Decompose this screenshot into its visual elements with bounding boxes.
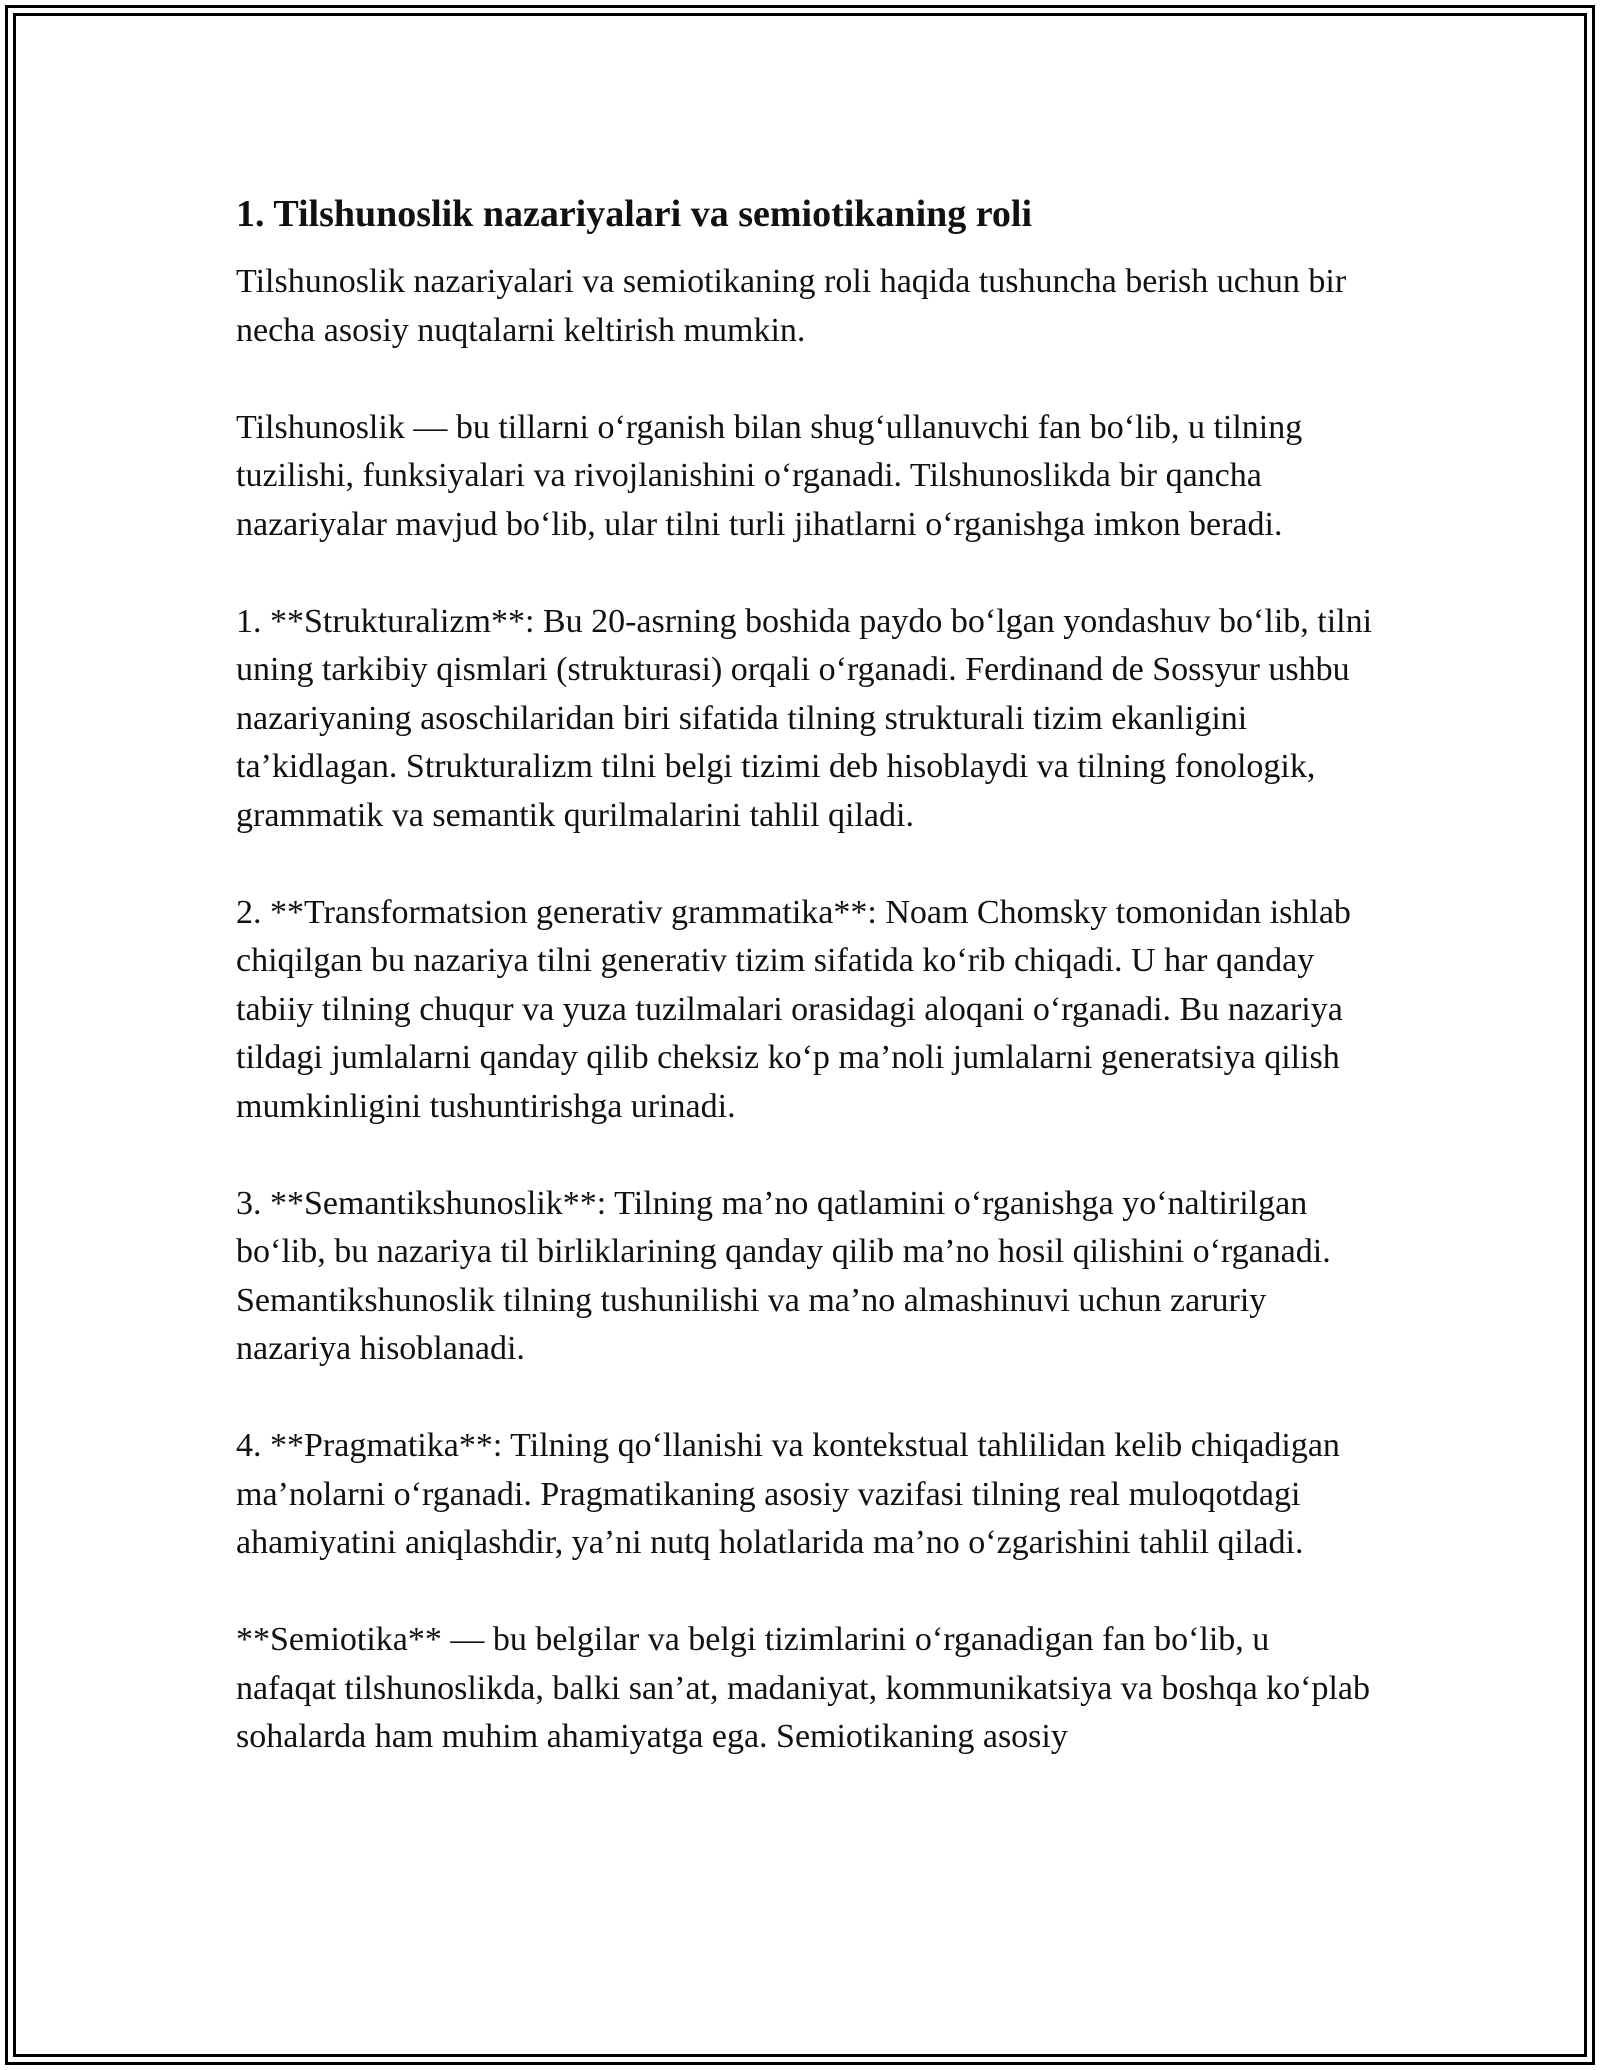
semiotics-paragraph: **Semiotika** — bu belgilar va belgi tizimlarini o‘rganadigan fan bo‘lib, u nafaqat tilshunoslikda, balki san’at, madaniyat, kommunikatsiya va boshqa ko‘plab sohalarda ham muhim ahamiyatga ega. Semiotikaning asosiy	[236, 1621, 1371, 1755]
document-body	[236, 188, 1376, 1762]
intro-paragraph: Tilshunoslik nazariyalari va semiotikaning roli haqida tushuncha berish uchun bir necha asosiy nuqtalarni keltirish mumkin.	[236, 263, 1347, 349]
semantics-paragraph: 3. **Semantikshunoslik**: Tilning ma’no qatlamini o‘rganishga yo‘naltirilgan bo‘lib, bu nazariya til birliklarining qanday qilib ma’no hosil qilishini o‘rganadi. Semantikshunoslik tilning tushunilishi va ma’no almashinuvi uchun zaruriy nazariya hisoblanadi.	[236, 1184, 1331, 1367]
pragmatics-paragraph: 4. **Pragmatika**: Tilning qo‘llanishi va kontekstual tahlilidan kelib chiqadigan ma’nolarni o‘rganadi. Pragmatikaning asosiy vazifasi tilning real muloqotdagi ahamiyatini aniqlashdir, ya’ni nutq holatlarida ma’no o‘zgarishini tahlil qiladi.	[236, 1427, 1340, 1561]
document-title: 1. Tilshunoslik nazariyalari va semiotikaning roli	[236, 193, 1033, 235]
linguistics-definition-paragraph: Tilshunoslik — bu tillarni o‘rganish bilan shug‘ullanuvchi fan bo‘lib, u tilning tuzilishi, funksiyalari va rivojlanishini o‘rganadi. Tilshunoslikda bir qancha nazariyalar mavjud bo‘lib, ular tilni turli jihatlarni o‘rganishga imkon beradi.	[236, 408, 1303, 543]
structuralism-paragraph: 1. **Strukturalizm**: Bu 20-asrning boshida paydo bo‘lgan yondashuv bo‘lib, tilni uning tarkibiy qismlari (strukturasi) orqali o‘rganadi. Ferdinand de Sossyur ushbu nazariyaning asoschilaridan biri sifatida tilning strukturali tizim ekanligini ta’kidlagan. Strukturalizm tilni belgi tizimi deb hisoblaydi va tilning fonologik, grammatik va semantik qurilmalarini tahlil qiladi.	[236, 602, 1373, 834]
generative-grammar-paragraph: 2. **Transformatsion generativ grammatika**: Noam Chomsky tomonidan ishlab chiqilgan bu nazariya tilni generativ tizim sifatida ko‘rib chiqadi. U har qanday tabiiy tilning chuqur va yuza tuzilmalari orasidagi aloqani o‘rganadi. Bu nazariya tildagi jumlalarni qanday qilib cheksiz ko‘p ma’noli jumlalarni generatsiya qilish mumkinligini tushuntirishga urinadi.	[236, 893, 1351, 1125]
